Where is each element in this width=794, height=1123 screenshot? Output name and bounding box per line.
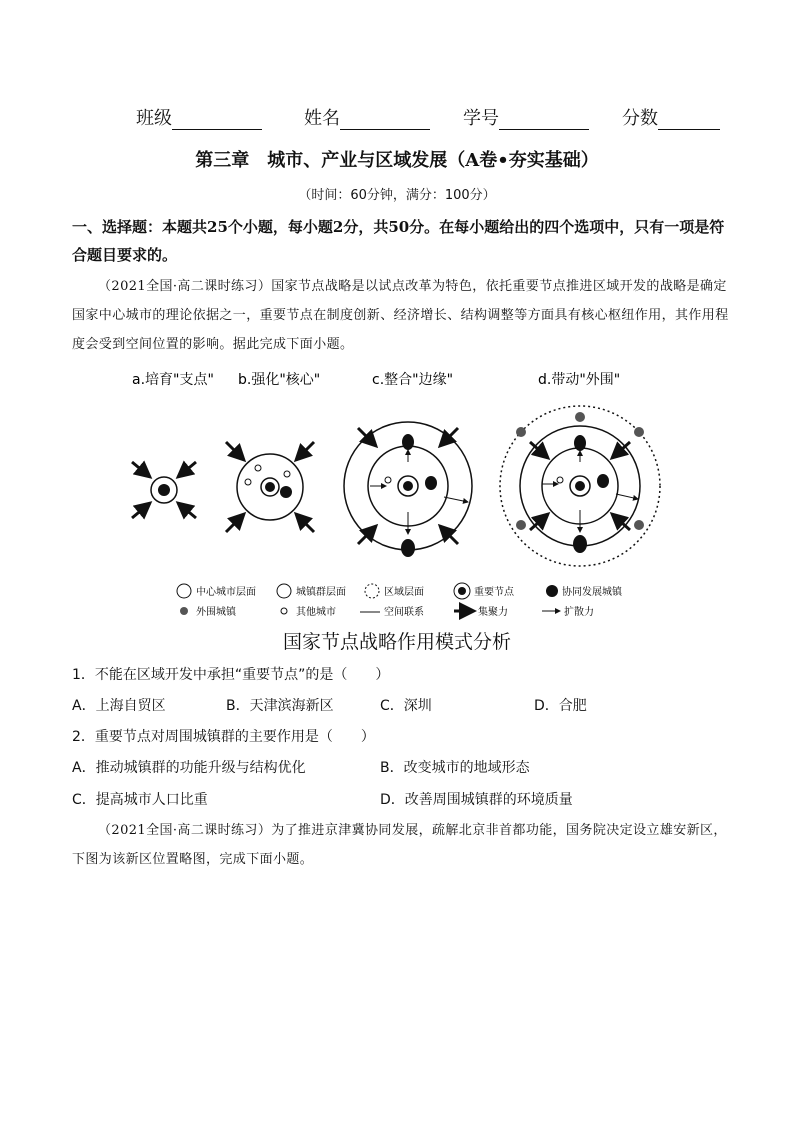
legend-coordinated-town: 协同发展城镇 xyxy=(562,587,622,598)
q2-option-c[interactable]: C．提高城市人口比重 xyxy=(72,792,208,808)
passage-1: （2021全国·高二课时练习）国家节点战略是以试点改革为特色，依托重要节点推进区域开发的战略是确定国家中心城市的理论依据之一，重要节点在制度创新、经济增长、结构调整等方面具有核心枢纽作用，其作用程度会受到空间位置的影响。据此完成下面小题。 xyxy=(72,279,729,352)
figure-caption: 国家节点战略作用模式分析 xyxy=(282,631,511,653)
section-heading: 一、选择题：本题共25个小题，每小题2分，共50分。在每小题给出的四个选项中，只有一项是符合题目要求的。 xyxy=(72,218,725,264)
score-field[interactable] xyxy=(622,104,720,130)
page-subtitle: （时间：60分钟，满分：100分） xyxy=(298,188,496,203)
panel-a-diagram xyxy=(132,462,196,518)
name-field[interactable] xyxy=(304,104,430,130)
legend-key-node: 重要节点 xyxy=(474,587,514,598)
number-label: 学号 xyxy=(463,108,499,129)
q1-option-d[interactable]: D．合肥 xyxy=(534,698,587,714)
figure-legend xyxy=(177,583,623,618)
q2-stem: 2．重要节点对周围城镇群的主要作用是（ ） xyxy=(72,729,375,745)
q2-option-a[interactable]: A．推动城镇群的功能升级与结构优化 xyxy=(72,760,306,776)
legend-region: 区域层面 xyxy=(384,587,424,598)
class-field[interactable] xyxy=(136,104,262,130)
q1-option-c[interactable]: C．深圳 xyxy=(380,698,432,714)
panel-d-title: d.带动"外围" xyxy=(538,372,621,388)
q1-option-b[interactable]: B．天津滨海新区 xyxy=(226,698,334,714)
node-strategy-figure xyxy=(110,362,690,622)
panel-d-diagram xyxy=(500,406,660,566)
panel-c-diagram xyxy=(344,422,472,557)
legend-agglomeration: 集聚力 xyxy=(478,607,508,618)
score-label: 分数 xyxy=(622,108,658,129)
panel-b-diagram xyxy=(226,442,314,532)
panel-c-title: c.整合"边缘" xyxy=(372,372,454,388)
legend-spatial-link: 空间联系 xyxy=(384,607,424,618)
legend-peripheral-town: 外围城镇 xyxy=(196,607,236,618)
name-label: 姓名 xyxy=(304,108,340,129)
legend-town-group: 城镇群层面 xyxy=(296,587,346,598)
legend-other-city: 其他城市 xyxy=(296,607,336,618)
q1-stem: 1．不能在区域开发中承担“重要节点”的是（ ） xyxy=(72,667,390,683)
class-label: 班级 xyxy=(136,108,172,129)
panel-a-title: a.培育"支点" xyxy=(132,372,214,388)
legend-diffusion: 扩散力 xyxy=(564,607,594,618)
panel-b-title: b.强化"核心" xyxy=(238,372,321,388)
q2-option-b[interactable]: B．改变城市的地域形态 xyxy=(380,760,530,776)
q1-option-a[interactable]: A．上海自贸区 xyxy=(72,698,166,714)
legend-central-city: 中心城市层面 xyxy=(196,587,256,598)
q2-option-d[interactable]: D．改善周围城镇群的环境质量 xyxy=(380,792,573,808)
number-field[interactable] xyxy=(463,104,589,130)
passage-2: （2021全国·高二课时练习）为了推进京津冀协同发展，疏解北京非首都功能，国务院决定设立雄安新区，下图为该新区位置略图，完成下面小题。 xyxy=(72,823,727,867)
page-title: 第三章 城市、产业与区域发展（A卷•夯实基础） xyxy=(195,150,599,171)
